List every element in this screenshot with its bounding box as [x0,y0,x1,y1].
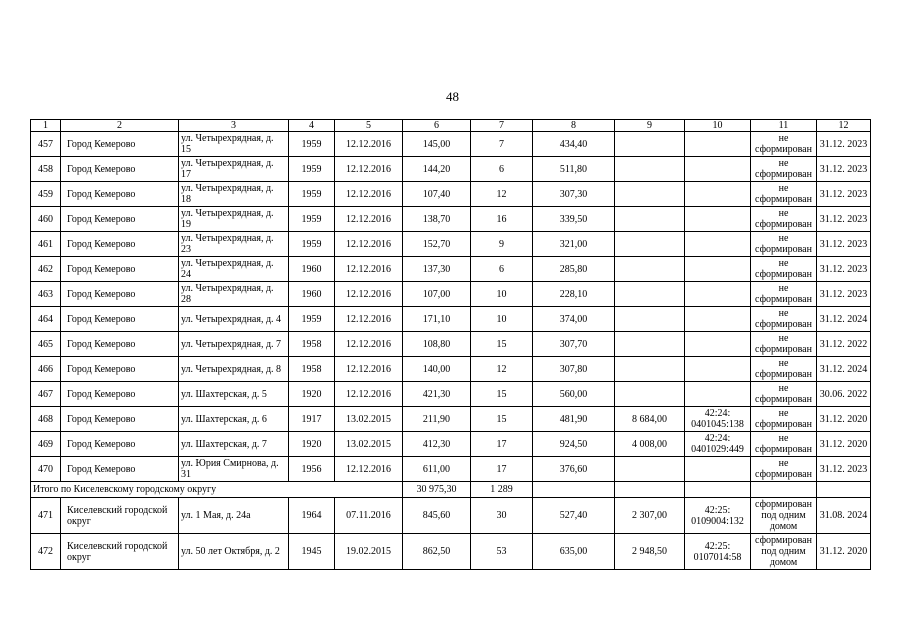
table-cell [615,182,685,207]
table-cell: 31.12. 2024 [817,307,871,332]
table-cell: 31.12. 2023 [817,232,871,257]
table-cell: 471 [31,498,61,534]
table-cell [615,257,685,282]
table-cell: ул. Юрия Смирнова, д. 31 [179,457,289,482]
table-row [31,207,871,232]
table-cell: не сформирован [751,132,817,157]
table-cell: 1956 [289,457,335,482]
table-cell: 462 [31,257,61,282]
table-cell: 6 [471,257,533,282]
subtotal-row [31,482,871,498]
table-cell: 31.12. 2020 [817,534,871,570]
table-cell [533,482,615,498]
table-cell [685,382,751,407]
table-cell: 228,10 [533,282,615,307]
table-cell: 137,30 [403,257,471,282]
table-cell: 635,00 [533,534,615,570]
table-cell: 31.12. 2020 [817,432,871,457]
table-cell: 466 [31,357,61,382]
table-cell: 107,40 [403,182,471,207]
table-cell: 468 [31,407,61,432]
table-cell: 1959 [289,307,335,332]
table-cell: 285,80 [533,257,615,282]
table-cell: 13.02.2015 [335,407,403,432]
column-number: 10 [685,120,751,132]
table-cell: 16 [471,207,533,232]
table-row [31,182,871,207]
table-cell [615,132,685,157]
column-number-row [31,120,871,132]
table-cell: 108,80 [403,332,471,357]
table-cell: 07.11.2016 [335,498,403,534]
table-cell: 42:24: 0401045:138 [685,407,751,432]
table-cell: 376,60 [533,457,615,482]
table-row [31,157,871,182]
table-cell [615,482,685,498]
table-cell: Город Кемерово [61,257,179,282]
table-row [31,457,871,482]
table-cell: Город Кемерово [61,182,179,207]
table-cell: 31.12. 2023 [817,457,871,482]
table-cell: ул. Четырехрядная, д. 19 [179,207,289,232]
table-cell: Город Кемерово [61,357,179,382]
table-cell: не сформирован [751,357,817,382]
table-cell: 1959 [289,207,335,232]
table-cell: ул. Четырехрядная, д. 28 [179,282,289,307]
table-cell: Город Кемерово [61,457,179,482]
table-cell: 12.12.2016 [335,207,403,232]
table-cell: Город Кемерово [61,432,179,457]
table-cell [817,482,871,498]
table-cell: не сформирован [751,257,817,282]
table-cell: 481,90 [533,407,615,432]
table-cell [685,482,751,498]
table-cell: 1945 [289,534,335,570]
table-row [31,307,871,332]
table-cell: 19.02.2015 [335,534,403,570]
table-cell: 138,70 [403,207,471,232]
table-cell: 12.12.2016 [335,157,403,182]
table-cell: 458 [31,157,61,182]
table-cell: 1917 [289,407,335,432]
table-row [31,432,871,457]
table-cell: Город Кемерово [61,157,179,182]
table-cell: ул. 1 Мая, д. 24а [179,498,289,534]
table-cell: 171,10 [403,307,471,332]
table-cell [685,332,751,357]
table-cell: 53 [471,534,533,570]
table-cell: 1959 [289,182,335,207]
table-cell: 845,60 [403,498,471,534]
table-cell: 12.12.2016 [335,182,403,207]
subtotal-area: 30 975,30 [403,482,471,498]
table-cell: 421,30 [403,382,471,407]
table-cell: Город Кемерово [61,282,179,307]
table-cell: 560,00 [533,382,615,407]
table-cell: 31.12. 2023 [817,132,871,157]
table-cell: 461 [31,232,61,257]
table-cell: 31.12. 2023 [817,282,871,307]
column-number: 6 [403,120,471,132]
table-cell: 15 [471,382,533,407]
table-cell: 6 [471,157,533,182]
column-number: 11 [751,120,817,132]
table-cell: 42:24: 0401029:449 [685,432,751,457]
table-cell: 31.12. 2024 [817,357,871,382]
table-cell: 30.06. 2022 [817,382,871,407]
table-cell: 2 948,50 [615,534,685,570]
table-cell: 31.12. 2020 [817,407,871,432]
table-cell [615,357,685,382]
table-cell: 12 [471,357,533,382]
table-cell: ул. Четырехрядная, д. 17 [179,157,289,182]
table-cell: 4 008,00 [615,432,685,457]
table-cell: ул. Шахтерская, д. 6 [179,407,289,432]
table-cell: 924,50 [533,432,615,457]
table-cell: 1964 [289,498,335,534]
column-number: 2 [61,120,179,132]
table-cell: 611,00 [403,457,471,482]
table-cell: 459 [31,182,61,207]
table-cell: 15 [471,332,533,357]
table-cell: 12.12.2016 [335,132,403,157]
table-cell: не сформирован [751,157,817,182]
table-cell: 472 [31,534,61,570]
table-cell [615,157,685,182]
table-cell: 1960 [289,282,335,307]
table-cell: 9 [471,232,533,257]
table-cell: 15 [471,407,533,432]
table-cell [685,457,751,482]
table-cell: 12.12.2016 [335,232,403,257]
table-cell [751,482,817,498]
table-row [31,498,871,534]
table-cell [615,282,685,307]
column-number: 8 [533,120,615,132]
table-cell [615,382,685,407]
table-cell: 862,50 [403,534,471,570]
table-cell: 12 [471,182,533,207]
table-cell: 31.12. 2022 [817,332,871,357]
table-cell: 12.12.2016 [335,457,403,482]
table-cell: ул. Шахтерская, д. 5 [179,382,289,407]
table-cell: 307,80 [533,357,615,382]
subtotal-residents: 1 289 [471,482,533,498]
table-cell: 140,00 [403,357,471,382]
table-cell: 12.12.2016 [335,382,403,407]
table-row [31,357,871,382]
table-cell: не сформирован [751,282,817,307]
table-cell: 434,40 [533,132,615,157]
column-number: 3 [179,120,289,132]
table-cell: 465 [31,332,61,357]
table-cell: 17 [471,457,533,482]
table-cell: Город Кемерово [61,207,179,232]
table-cell: 307,30 [533,182,615,207]
table-cell: Город Кемерово [61,332,179,357]
table-cell: 13.02.2015 [335,432,403,457]
table-row [31,534,871,570]
table-cell [685,307,751,332]
table-cell: 31.12. 2023 [817,207,871,232]
table-cell: 1920 [289,432,335,457]
table-cell [685,257,751,282]
table-cell: 1959 [289,132,335,157]
table-cell: 12.12.2016 [335,307,403,332]
table-cell: ул. 50 лет Октября, д. 2 [179,534,289,570]
subtotal-label: Итого по Киселевскому городскому округу [31,482,403,498]
table-cell: Город Кемерово [61,132,179,157]
table-cell: 42:25: 0107014:58 [685,534,751,570]
table-cell: 12.12.2016 [335,257,403,282]
table-cell: 31.08. 2024 [817,498,871,534]
table-row [31,382,871,407]
table-cell: 1959 [289,232,335,257]
table-cell: 10 [471,307,533,332]
table-cell: 2 307,00 [615,498,685,534]
table-row [31,407,871,432]
table-cell: ул. Четырехрядная, д. 15 [179,132,289,157]
column-number: 1 [31,120,61,132]
table-cell: Киселевский городской округ [61,498,179,534]
housing-register-table [30,119,871,570]
table-row [31,257,871,282]
table-cell: 31.12. 2023 [817,157,871,182]
table-cell: 460 [31,207,61,232]
table-cell: не сформирован [751,457,817,482]
table-cell: Город Кемерово [61,232,179,257]
table-cell [685,132,751,157]
table-cell: 511,80 [533,157,615,182]
table-row [31,282,871,307]
table-cell: 374,00 [533,307,615,332]
table-cell: 464 [31,307,61,332]
table-cell: ул. Четырехрядная, д. 24 [179,257,289,282]
column-number: 5 [335,120,403,132]
table-cell [685,232,751,257]
table-cell: 307,70 [533,332,615,357]
table-cell: 321,00 [533,232,615,257]
table-cell: 30 [471,498,533,534]
table-cell: 412,30 [403,432,471,457]
table-cell: сформирован под одним домом [751,534,817,570]
table-cell: не сформирован [751,182,817,207]
table-cell: 1920 [289,382,335,407]
table-cell [615,232,685,257]
table-cell: не сформирован [751,307,817,332]
table-cell [685,207,751,232]
table-cell [615,207,685,232]
table-cell: 339,50 [533,207,615,232]
page-number: 48 [446,89,459,104]
table-cell: 470 [31,457,61,482]
column-number: 7 [471,120,533,132]
table-cell: ул. Шахтерская, д. 7 [179,432,289,457]
table-body [31,120,871,570]
table-cell: Город Кемерово [61,407,179,432]
table-cell: 1958 [289,332,335,357]
column-number: 4 [289,120,335,132]
table-cell: Киселевский городской округ [61,534,179,570]
table-cell: 12.12.2016 [335,332,403,357]
table-cell: не сформирован [751,332,817,357]
table-cell: 469 [31,432,61,457]
table-cell: 7 [471,132,533,157]
table-cell: 10 [471,282,533,307]
column-number: 9 [615,120,685,132]
table-cell: 1960 [289,257,335,282]
table-cell: 1959 [289,157,335,182]
table-cell [615,457,685,482]
table-cell: 31.12. 2023 [817,182,871,207]
table-cell: 12.12.2016 [335,282,403,307]
table-cell: Город Кемерово [61,382,179,407]
table-cell: 457 [31,132,61,157]
table-cell: не сформирован [751,232,817,257]
table-cell [685,282,751,307]
column-number: 12 [817,120,871,132]
table-cell: не сформирован [751,432,817,457]
table-cell: 31.12. 2023 [817,257,871,282]
table-cell: сформирован под одним домом [751,498,817,534]
table-cell: 17 [471,432,533,457]
table-cell: 107,00 [403,282,471,307]
table-cell: Город Кемерово [61,307,179,332]
table-cell [685,182,751,207]
table-cell: 467 [31,382,61,407]
table-cell: 1958 [289,357,335,382]
table-cell: ул. Четырехрядная, д. 23 [179,232,289,257]
table-cell: ул. Четырехрядная, д. 4 [179,307,289,332]
table-cell: 144,20 [403,157,471,182]
table-cell: 211,90 [403,407,471,432]
table-cell: ул. Четырехрядная, д. 18 [179,182,289,207]
table-cell: ул. Четырехрядная, д. 7 [179,332,289,357]
table-cell [615,307,685,332]
table-cell [685,357,751,382]
table-cell: 42:25: 0109004:132 [685,498,751,534]
table-cell: 527,40 [533,498,615,534]
table-cell: 463 [31,282,61,307]
table-row [31,332,871,357]
table-cell: 145,00 [403,132,471,157]
table-cell: 12.12.2016 [335,357,403,382]
table-cell: ул. Четырехрядная, д. 8 [179,357,289,382]
table-cell [615,332,685,357]
table-cell: не сформирован [751,407,817,432]
table-row [31,132,871,157]
table-cell [685,157,751,182]
table-cell: не сформирован [751,207,817,232]
table-cell: не сформирован [751,382,817,407]
table-cell: 8 684,00 [615,407,685,432]
table-cell: 152,70 [403,232,471,257]
table-row [31,232,871,257]
